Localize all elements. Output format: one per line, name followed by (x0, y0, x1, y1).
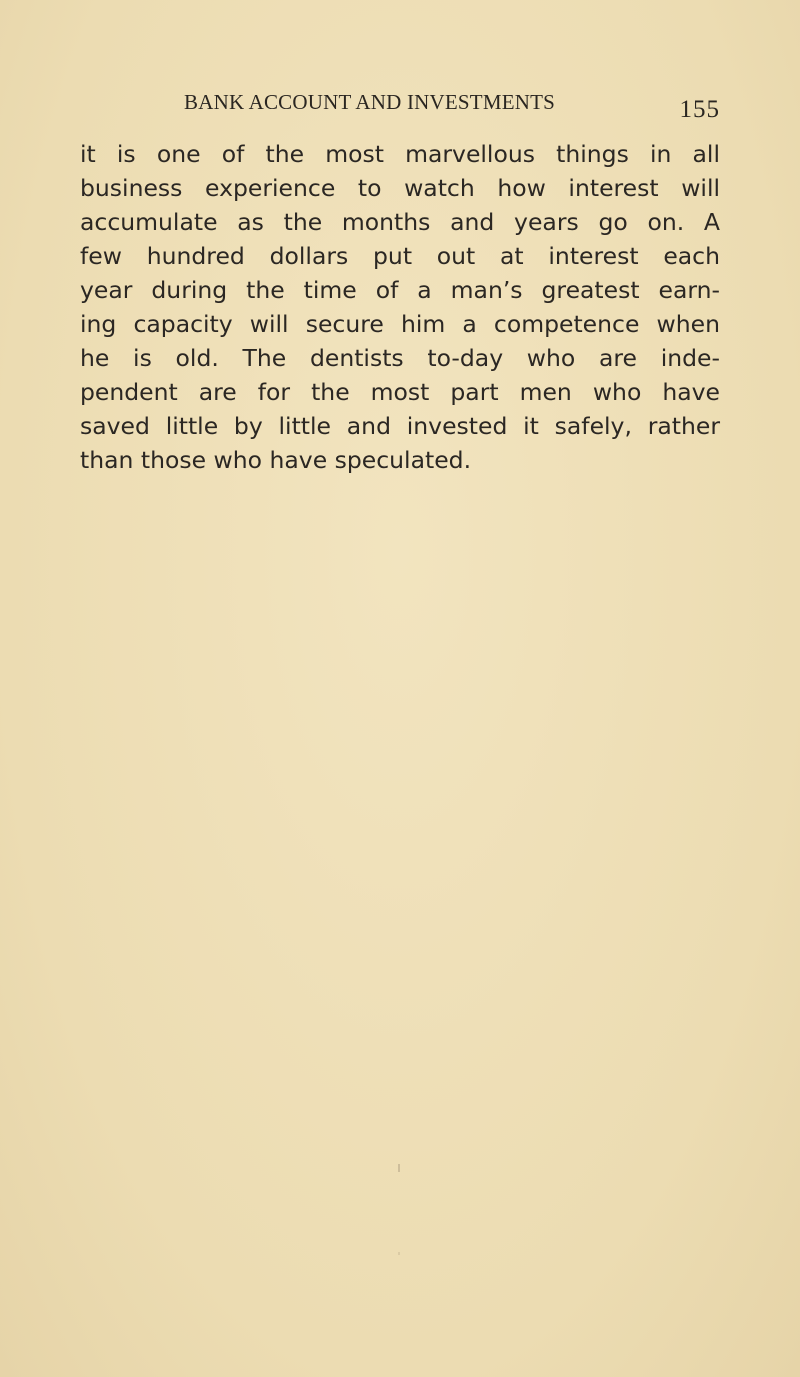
text-line: saved little by little and invested it safely, rather (80, 412, 720, 440)
text-line: ing capacity will secure him a competence when (80, 310, 720, 338)
page-number: 155 (679, 96, 720, 123)
body-paragraph (80, 137, 720, 477)
paper-speck (398, 1164, 400, 1172)
text-line: pendent are for the most part men who have (80, 378, 720, 406)
running-head-title: BANK ACCOUNT AND INVESTMENTS (184, 90, 555, 114)
running-head (80, 90, 720, 130)
text-line: business experience to watch how interest will (80, 174, 720, 202)
text-line: year during the time of a man’s greatest earn- (80, 276, 720, 304)
text-line: accumulate as the months and years go on. A (80, 208, 720, 236)
text-line: than those who have speculated. (80, 446, 472, 474)
paper-speck (398, 1252, 400, 1255)
text-line: it is one of the most marvellous things in all (80, 140, 720, 168)
text-line: he is old. The dentists to-day who are inde- (80, 344, 720, 372)
text-line: few hundred dollars put out at interest each (80, 242, 720, 270)
